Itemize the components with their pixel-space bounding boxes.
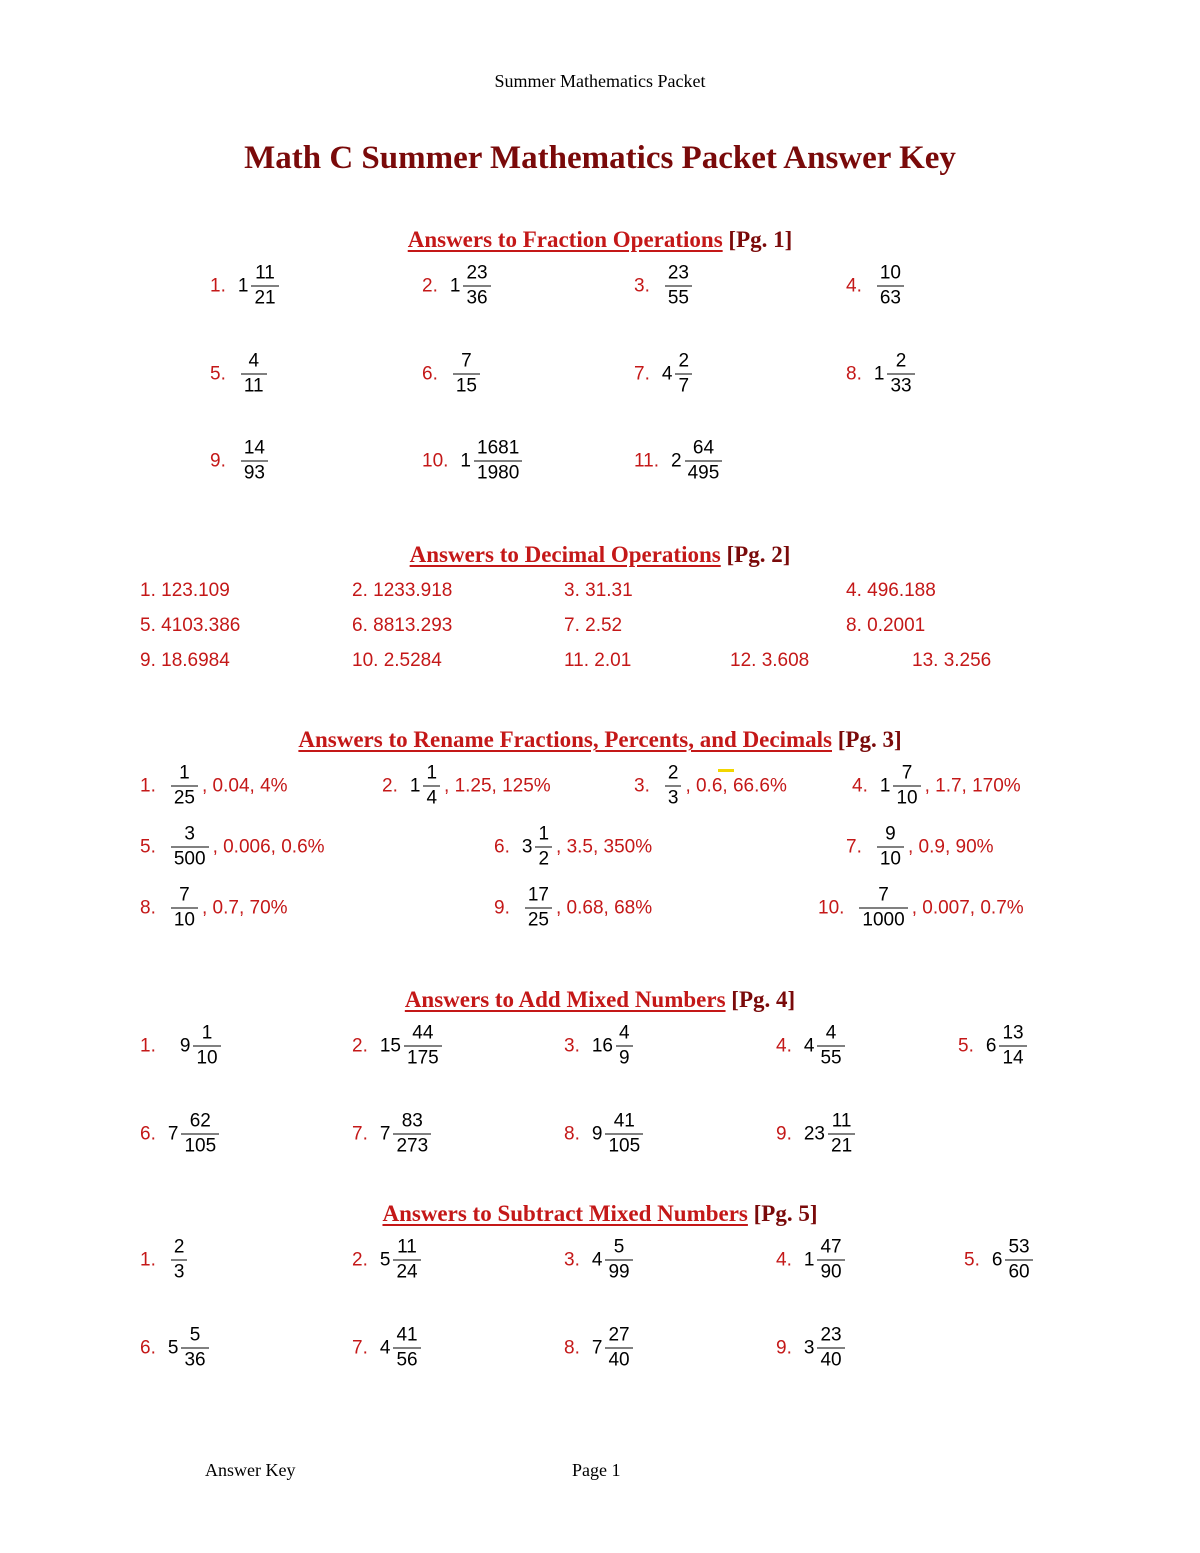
answer-item: 7. 2.52: [564, 615, 623, 636]
fraction: $\frac{5}{36}$: [181, 1325, 208, 1372]
answer-item: 2. 5 $\frac{11}{24}$: [352, 1237, 423, 1284]
footer-page-number: Page 1: [572, 1460, 621, 1480]
answer-item: 8. $\frac{7}{10}$ , 0.7, 70%: [140, 884, 288, 931]
fraction: $\frac{1}{2}$: [535, 824, 552, 871]
fraction: $\frac{44}{175}$: [404, 1023, 442, 1070]
fraction: $\frac{2}{7}$: [675, 351, 692, 398]
section-title-add-mixed: Answers to Add Mixed Numbers: [404, 987, 726, 1012]
answer-item: 3. 31.31: [564, 580, 633, 601]
fraction: $\frac{3}{500}$: [171, 824, 209, 871]
answer-item: 10. $\frac{7}{1000}$ , 0.007, 0.7%: [818, 884, 1024, 931]
section-heading-add-mixed: [0, 987, 1200, 1013]
fraction: $\frac{64}{495}$: [685, 438, 723, 485]
fraction: $\frac{2}{3}$: [171, 1237, 188, 1284]
fraction: $\frac{41}{105}$: [605, 1111, 643, 1158]
answer-item: 3. 4 $\frac{5}{99}$: [564, 1237, 635, 1284]
answer-item: 3. $\frac{2}{3}$ , 0.6, 66.6%: [634, 762, 787, 809]
answer-item: 5. $\frac{4}{11}$: [210, 351, 269, 398]
answer-item: 1. 123.109: [140, 580, 230, 601]
fraction: $\frac{1}{4}$: [423, 763, 440, 810]
fraction: $\frac{23}{36}$: [463, 263, 490, 310]
answer-item: 8. 0.2001: [846, 615, 926, 636]
answer-item: 10. 1 $\frac{1681}{1980}$: [422, 438, 524, 485]
section-heading-decimal-operations: [0, 542, 1200, 568]
answer-item: 4. 1 $\frac{47}{90}$: [776, 1237, 847, 1284]
answer-item: 1. 1 $\frac{11}{21}$: [210, 263, 281, 310]
answer-item: 8. 7 $\frac{27}{40}$: [564, 1325, 635, 1372]
fraction: $\frac{17}{25}$: [525, 885, 552, 932]
fraction: $\frac{7}{10}$: [893, 763, 920, 810]
repeating-bar-highlight: [718, 769, 734, 772]
answer-item: 7. 7 $\frac{83}{273}$: [352, 1111, 433, 1158]
fraction: $\frac{14}{93}$: [241, 438, 268, 485]
page-title: Math C Summer Mathematics Packet Answer Key: [244, 140, 956, 176]
answer-item: 8. 9 $\frac{41}{105}$: [564, 1111, 645, 1158]
fraction: $\frac{11}{24}$: [393, 1237, 420, 1284]
answer-item: 12. 3.608: [730, 650, 810, 671]
fraction: $\frac{11}{21}$: [251, 263, 278, 310]
fraction: $\frac{4}{11}$: [241, 351, 267, 398]
answer-item: 9. 18.6984: [140, 650, 230, 671]
answer-item: 1. $\frac{2}{3}$: [140, 1237, 189, 1284]
section-title-decimal-operations: Answers to Decimal Operations: [409, 542, 721, 567]
answer-item: 9. 3 $\frac{23}{40}$: [776, 1325, 847, 1372]
answer-item: 7. $\frac{9}{10}$ , 0.9, 90%: [846, 823, 994, 870]
section-title-subtract-mixed: Answers to Subtract Mixed Numbers: [382, 1201, 748, 1226]
answer-item: 13. 3.256: [912, 650, 992, 671]
fraction: $\frac{4}{9}$: [616, 1023, 633, 1070]
fraction: $\frac{11}{21}$: [828, 1111, 855, 1158]
fraction: $\frac{23}{40}$: [817, 1325, 844, 1372]
answer-item: 8. 1 $\frac{2}{33}$: [846, 351, 917, 398]
fraction: $\frac{47}{90}$: [817, 1237, 844, 1284]
fraction: $\frac{62}{105}$: [181, 1111, 219, 1158]
section-title-fraction-operations: Answers to Fraction Operations: [407, 227, 723, 252]
answer-item: 2. 15 $\frac{44}{175}$: [352, 1023, 444, 1070]
answer-item: 9. $\frac{14}{93}$: [210, 438, 270, 485]
section-heading-fraction-operations: [0, 227, 1200, 253]
answer-item: 11. 2 $\frac{64}{495}$: [634, 438, 724, 485]
answer-item: 4. 1 $\frac{7}{10}$ , 1.7, 170%: [852, 762, 1021, 809]
answer-item: 6. 3 $\frac{1}{2}$ , 3.5, 350%: [494, 823, 653, 870]
fraction: $\frac{2}{33}$: [887, 351, 914, 398]
answer-item: 1. 9 $\frac{1}{10}$: [140, 1023, 223, 1070]
answer-item: 1. $\frac{1}{25}$ , 0.04, 4%: [140, 762, 288, 809]
section-page-ref: [Pg. 5]: [747, 1201, 818, 1226]
fraction: $\frac{10}{63}$: [877, 263, 904, 310]
answer-item: 9. 23 $\frac{11}{21}$: [776, 1111, 857, 1158]
section-page-ref: [Pg. 3]: [831, 727, 902, 752]
page-header: Summer Mathematics Packet: [494, 71, 706, 91]
fraction: $\frac{5}{99}$: [605, 1237, 632, 1284]
fraction: $\frac{1}{10}$: [193, 1023, 220, 1070]
answer-item: 10. 2.5284: [352, 650, 442, 671]
fraction: $\frac{53}{60}$: [1005, 1237, 1032, 1284]
answer-item: 4. $\frac{10}{63}$: [846, 263, 906, 310]
footer-left: Answer Key: [205, 1460, 296, 1480]
answer-item: 5. 6 $\frac{13}{14}$: [958, 1023, 1029, 1070]
answer-item: 6. $\frac{7}{15}$: [422, 351, 482, 398]
answer-item: 9. $\frac{17}{25}$ , 0.68, 68%: [494, 884, 653, 931]
section-page-ref: [Pg. 1]: [722, 227, 793, 252]
section-heading-subtract-mixed: [0, 1201, 1200, 1227]
fraction: $\frac{9}{10}$: [877, 824, 904, 871]
answer-item: 2. 1 $\frac{1}{4}$ , 1.25, 125%: [382, 762, 551, 809]
answer-item: 4. 4 $\frac{4}{55}$: [776, 1023, 847, 1070]
answer-item: 7. 4 $\frac{41}{56}$: [352, 1325, 423, 1372]
answer-item: 6. 7 $\frac{62}{105}$: [140, 1111, 221, 1158]
answer-item: 2. 1233.918: [352, 580, 453, 601]
answer-item: 6. 5 $\frac{5}{36}$: [140, 1325, 211, 1372]
fraction: $\frac{2}{3}$: [665, 763, 682, 810]
answer-item: 2. 1 $\frac{23}{36}$: [422, 263, 493, 310]
fraction: $\frac{27}{40}$: [605, 1325, 632, 1372]
answer-item: 5. 6 $\frac{53}{60}$: [964, 1237, 1035, 1284]
fraction: $\frac{7}{10}$: [171, 885, 198, 932]
section-page-ref: [Pg. 4]: [725, 987, 796, 1012]
fraction: $\frac{83}{273}$: [393, 1111, 431, 1158]
fraction: $\frac{7}{15}$: [453, 351, 480, 398]
fraction: $\frac{41}{56}$: [393, 1325, 420, 1372]
answer-item: 6. 8813.293: [352, 615, 453, 636]
section-heading-rename: [0, 727, 1200, 753]
answer-item: 3. 16 $\frac{4}{9}$: [564, 1023, 635, 1070]
answer-item: 7. 4 $\frac{2}{7}$: [634, 351, 694, 398]
section-title-rename: Answers to Rename Fractions, Percents, and Decimals: [298, 727, 832, 752]
fraction: $\frac{1}{25}$: [171, 763, 198, 810]
answer-item: 5. $\frac{3}{500}$ , 0.006, 0.6%: [140, 823, 325, 870]
fraction: $\frac{1681}{1980}$: [474, 438, 522, 485]
fraction: $\frac{23}{55}$: [665, 263, 692, 310]
section-page-ref: [Pg. 2]: [720, 542, 791, 567]
answer-item: 3. $\frac{23}{55}$: [634, 263, 694, 310]
fraction: $\frac{4}{55}$: [817, 1023, 844, 1070]
answer-item: 4. 496.188: [846, 580, 936, 601]
answer-item: 5. 4103.386: [140, 615, 241, 636]
fraction: $\frac{7}{1000}$: [859, 885, 907, 932]
answer-item: 11. 2.01: [564, 650, 632, 671]
fraction: $\frac{13}{14}$: [999, 1023, 1026, 1070]
